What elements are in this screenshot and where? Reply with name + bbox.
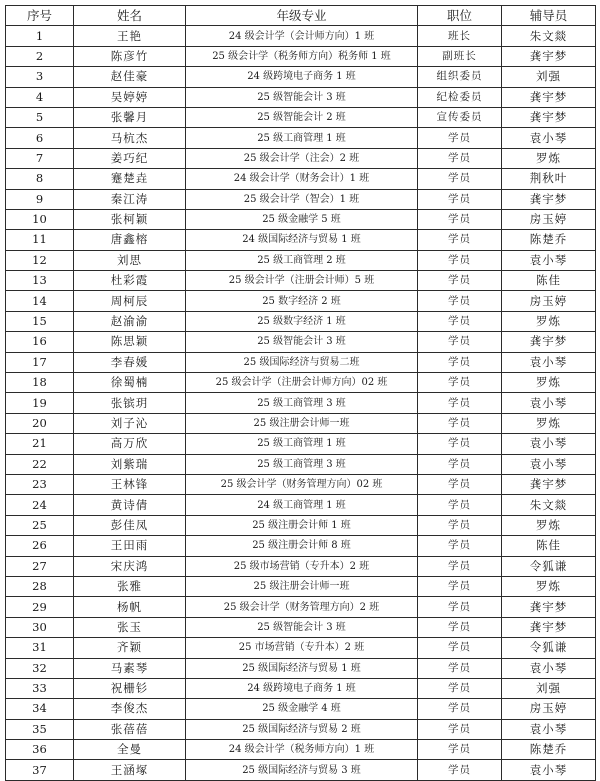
- cell-index: 35: [6, 719, 74, 739]
- cell-index: 30: [6, 617, 74, 637]
- table-row: [6, 413, 596, 433]
- cell-major: 25 级会计学（税务师方向）税务师 1 班: [186, 46, 418, 66]
- cell-name: 杜彩霞: [74, 271, 186, 291]
- cell-position: 学员: [418, 597, 502, 617]
- cell-index: 27: [6, 556, 74, 576]
- cell-advisor: 袁小琴: [502, 658, 596, 678]
- cell-major: 24 级会计学（财务会计）1 班: [186, 169, 418, 189]
- cell-index: 12: [6, 250, 74, 270]
- cell-advisor: 罗炼: [502, 515, 596, 535]
- table-row: [6, 373, 596, 393]
- cell-advisor: 陈楚乔: [502, 740, 596, 760]
- cell-major: 25 市场营销（专升本）2 班: [186, 638, 418, 658]
- cell-major: 25 级国际经济与贸易 2 班: [186, 719, 418, 739]
- cell-advisor: 刘强: [502, 67, 596, 87]
- table-row: [6, 434, 596, 454]
- cell-major: 25 级会计学（财务管理方向）2 班: [186, 597, 418, 617]
- cell-advisor: 袁小琴: [502, 352, 596, 372]
- cell-name: 刘思: [74, 250, 186, 270]
- cell-advisor: 陈佳: [502, 271, 596, 291]
- cell-advisor: 袁小琴: [502, 434, 596, 454]
- cell-name: 张蓓蓓: [74, 719, 186, 739]
- cell-position: 组织委员: [418, 67, 502, 87]
- cell-advisor: 荆秋叶: [502, 169, 596, 189]
- cell-major: 25 级国际经济与贸易二班: [186, 352, 418, 372]
- table-row: [6, 658, 596, 678]
- cell-position: 学员: [418, 169, 502, 189]
- header-major: 年级专业: [186, 6, 418, 26]
- cell-name: 赵渝渝: [74, 311, 186, 331]
- table-row: [6, 169, 596, 189]
- table-row: [6, 107, 596, 127]
- cell-advisor: 朱文燚: [502, 26, 596, 46]
- cell-index: 13: [6, 271, 74, 291]
- cell-index: 11: [6, 230, 74, 250]
- cell-advisor: 龚宇梦: [502, 597, 596, 617]
- cell-name: 高万欣: [74, 434, 186, 454]
- cell-index: 10: [6, 209, 74, 229]
- cell-name: 祝栅钐: [74, 678, 186, 698]
- cell-name: 姜巧纪: [74, 148, 186, 168]
- cell-name: 李俊杰: [74, 699, 186, 719]
- cell-name: 王林锋: [74, 474, 186, 494]
- table-row: [6, 740, 596, 760]
- cell-position: 学员: [418, 413, 502, 433]
- cell-position: 学员: [418, 291, 502, 311]
- cell-position: 学员: [418, 311, 502, 331]
- cell-index: 18: [6, 373, 74, 393]
- cell-position: 学员: [418, 352, 502, 372]
- cell-index: 24: [6, 495, 74, 515]
- cell-name: 陈思颖: [74, 332, 186, 352]
- cell-index: 32: [6, 658, 74, 678]
- cell-position: 学员: [418, 454, 502, 474]
- table-row: [6, 617, 596, 637]
- cell-index: 6: [6, 128, 74, 148]
- header-name: 姓名: [74, 6, 186, 26]
- cell-major: 25 级工商管理 3 班: [186, 454, 418, 474]
- cell-major: 25 级会计学（智会）1 班: [186, 189, 418, 209]
- cell-major: 25 级会计学（财务管理方向）02 班: [186, 474, 418, 494]
- cell-advisor: 袁小琴: [502, 393, 596, 413]
- cell-advisor: 朱文燚: [502, 495, 596, 515]
- table-row: [6, 230, 596, 250]
- cell-major: 25 级会计学（注册会计师）5 班: [186, 271, 418, 291]
- cell-index: 19: [6, 393, 74, 413]
- cell-major: 25 级注册会计师 8 班: [186, 536, 418, 556]
- cell-index: 8: [6, 169, 74, 189]
- cell-position: 学员: [418, 148, 502, 168]
- cell-position: 学员: [418, 699, 502, 719]
- cell-advisor: 龚宇梦: [502, 332, 596, 352]
- cell-advisor: 龚宇梦: [502, 46, 596, 66]
- cell-major: 25 级会计学（注册会计师方向）02 班: [186, 373, 418, 393]
- cell-name: 徐蜀楠: [74, 373, 186, 393]
- cell-index: 25: [6, 515, 74, 535]
- cell-name: 宋庆鸿: [74, 556, 186, 576]
- cell-index: 17: [6, 352, 74, 372]
- cell-position: 学员: [418, 434, 502, 454]
- cell-major: 25 级智能会计 3 班: [186, 87, 418, 107]
- table-row: [6, 576, 596, 596]
- cell-advisor: 刘强: [502, 678, 596, 698]
- cell-name: 李春媛: [74, 352, 186, 372]
- cell-name: 齐颖: [74, 638, 186, 658]
- cell-advisor: 袁小琴: [502, 128, 596, 148]
- cell-position: 宣传委员: [418, 107, 502, 127]
- cell-index: 7: [6, 148, 74, 168]
- cell-name: 唐鑫榕: [74, 230, 186, 250]
- cell-position: 学员: [418, 209, 502, 229]
- cell-position: 班长: [418, 26, 502, 46]
- cell-advisor: 袁小琴: [502, 454, 596, 474]
- cell-position: 学员: [418, 617, 502, 637]
- cell-name: 张雅: [74, 576, 186, 596]
- header-advisor: 辅导员: [502, 6, 596, 26]
- table-row: [6, 291, 596, 311]
- cell-position: 学员: [418, 189, 502, 209]
- cell-major: 25 级工商管理 1 班: [186, 128, 418, 148]
- cell-advisor: 袁小琴: [502, 719, 596, 739]
- table-row: [6, 699, 596, 719]
- header-row: [6, 6, 596, 26]
- cell-name: 陈彦竹: [74, 46, 186, 66]
- table-row: [6, 760, 596, 780]
- cell-major: 24 级跨境电子商务 1 班: [186, 67, 418, 87]
- cell-major: 25 级工商管理 1 班: [186, 434, 418, 454]
- table-row: [6, 515, 596, 535]
- cell-position: 学员: [418, 638, 502, 658]
- cell-position: 学员: [418, 515, 502, 535]
- cell-index: 31: [6, 638, 74, 658]
- table-row: [6, 87, 596, 107]
- cell-advisor: 房玉婷: [502, 291, 596, 311]
- cell-index: 37: [6, 760, 74, 780]
- cell-name: 王涵塚: [74, 760, 186, 780]
- cell-name: 张玉: [74, 617, 186, 637]
- cell-index: 1: [6, 26, 74, 46]
- cell-major: 24 级工商管理 1 班: [186, 495, 418, 515]
- cell-position: 学员: [418, 760, 502, 780]
- cell-major: 24 级会计学（税务师方向）1 班: [186, 740, 418, 760]
- cell-major: 25 级市场营销（专升本）2 班: [186, 556, 418, 576]
- cell-position: 学员: [418, 393, 502, 413]
- cell-name: 杨帆: [74, 597, 186, 617]
- cell-index: 34: [6, 699, 74, 719]
- cell-advisor: 龚宇梦: [502, 617, 596, 637]
- table-row: [6, 678, 596, 698]
- cell-name: 张镔玥: [74, 393, 186, 413]
- table-row: [6, 271, 596, 291]
- cell-advisor: 罗炼: [502, 413, 596, 433]
- cell-index: 15: [6, 311, 74, 331]
- cell-name: 蹇楚垚: [74, 169, 186, 189]
- cell-position: 学员: [418, 250, 502, 270]
- cell-advisor: 袁小琴: [502, 760, 596, 780]
- header-position: 职位: [418, 6, 502, 26]
- table-row: [6, 148, 596, 168]
- cell-name: 周柯辰: [74, 291, 186, 311]
- cell-index: 20: [6, 413, 74, 433]
- cell-advisor: 陈楚乔: [502, 230, 596, 250]
- cell-advisor: 房玉婷: [502, 209, 596, 229]
- cell-name: 吴婷婷: [74, 87, 186, 107]
- cell-major: 25 数字经济 2 班: [186, 291, 418, 311]
- cell-major: 25 级国际经济与贸易 3 班: [186, 760, 418, 780]
- cell-major: 25 级金融学 4 班: [186, 699, 418, 719]
- cell-position: 学员: [418, 128, 502, 148]
- cell-name: 王艳: [74, 26, 186, 46]
- cell-advisor: 令狐谦: [502, 638, 596, 658]
- cell-name: 刘子沁: [74, 413, 186, 433]
- cell-major: 25 级注册会计师一班: [186, 413, 418, 433]
- table-row: [6, 209, 596, 229]
- cell-major: 25 级国际经济与贸易 1 班: [186, 658, 418, 678]
- table-row: [6, 597, 596, 617]
- cell-major: 25 级智能会计 3 班: [186, 332, 418, 352]
- cell-position: 学员: [418, 556, 502, 576]
- table-row: [6, 638, 596, 658]
- cell-advisor: 罗炼: [502, 576, 596, 596]
- table-row: [6, 332, 596, 352]
- cell-major: 25 级数字经济 1 班: [186, 311, 418, 331]
- cell-major: 24 级跨境电子商务 1 班: [186, 678, 418, 698]
- cell-major: 25 级金融学 5 班: [186, 209, 418, 229]
- cell-major: 25 级工商管理 3 班: [186, 393, 418, 413]
- roster-table: [5, 5, 596, 781]
- cell-advisor: 房玉婷: [502, 699, 596, 719]
- table-row: [6, 556, 596, 576]
- header-index: 序号: [6, 6, 74, 26]
- table-row: [6, 311, 596, 331]
- cell-advisor: 令狐谦: [502, 556, 596, 576]
- cell-index: 29: [6, 597, 74, 617]
- cell-name: 彭佳凤: [74, 515, 186, 535]
- cell-position: 副班长: [418, 46, 502, 66]
- table-row: [6, 26, 596, 46]
- cell-index: 5: [6, 107, 74, 127]
- table-row: [6, 189, 596, 209]
- table-row: [6, 128, 596, 148]
- cell-name: 马素琴: [74, 658, 186, 678]
- cell-advisor: 罗炼: [502, 311, 596, 331]
- cell-index: 26: [6, 536, 74, 556]
- cell-advisor: 罗炼: [502, 373, 596, 393]
- cell-advisor: 龚宇梦: [502, 474, 596, 494]
- cell-major: 25 级会计学（注会）2 班: [186, 148, 418, 168]
- table-header: [6, 6, 596, 26]
- cell-name: 秦江涛: [74, 189, 186, 209]
- cell-index: 3: [6, 67, 74, 87]
- cell-name: 马杭杰: [74, 128, 186, 148]
- cell-position: 学员: [418, 230, 502, 250]
- cell-index: 28: [6, 576, 74, 596]
- cell-position: 学员: [418, 474, 502, 494]
- cell-name: 赵佳豪: [74, 67, 186, 87]
- table-row: [6, 454, 596, 474]
- cell-position: 纪检委员: [418, 87, 502, 107]
- cell-index: 9: [6, 189, 74, 209]
- cell-index: 14: [6, 291, 74, 311]
- cell-index: 16: [6, 332, 74, 352]
- cell-name: 张馨月: [74, 107, 186, 127]
- cell-name: 全曼: [74, 740, 186, 760]
- cell-advisor: 袁小琴: [502, 250, 596, 270]
- cell-advisor: 陈佳: [502, 536, 596, 556]
- cell-position: 学员: [418, 332, 502, 352]
- cell-index: 36: [6, 740, 74, 760]
- cell-position: 学员: [418, 678, 502, 698]
- table-row: [6, 67, 596, 87]
- cell-position: 学员: [418, 271, 502, 291]
- cell-major: 24 级国际经济与贸易 1 班: [186, 230, 418, 250]
- cell-advisor: 罗炼: [502, 148, 596, 168]
- cell-position: 学员: [418, 658, 502, 678]
- cell-index: 2: [6, 46, 74, 66]
- cell-name: 张柯颖: [74, 209, 186, 229]
- table-body: [6, 26, 596, 780]
- cell-advisor: 龚宇梦: [502, 189, 596, 209]
- table-row: [6, 250, 596, 270]
- cell-name: 王田雨: [74, 536, 186, 556]
- table-row: [6, 352, 596, 372]
- cell-index: 22: [6, 454, 74, 474]
- table-row: [6, 536, 596, 556]
- cell-major: 24 级会计学（会计师方向）1 班: [186, 26, 418, 46]
- cell-position: 学员: [418, 495, 502, 515]
- cell-index: 4: [6, 87, 74, 107]
- cell-name: 刘紫瑞: [74, 454, 186, 474]
- cell-index: 21: [6, 434, 74, 454]
- cell-index: 23: [6, 474, 74, 494]
- cell-position: 学员: [418, 536, 502, 556]
- cell-advisor: 龚宇梦: [502, 87, 596, 107]
- table-row: [6, 46, 596, 66]
- table-row: [6, 474, 596, 494]
- table-row: [6, 495, 596, 515]
- cell-major: 25 级注册会计师一班: [186, 576, 418, 596]
- table-row: [6, 393, 596, 413]
- cell-major: 25 级智能会计 2 班: [186, 107, 418, 127]
- cell-position: 学员: [418, 740, 502, 760]
- cell-position: 学员: [418, 373, 502, 393]
- cell-index: 33: [6, 678, 74, 698]
- table-row: [6, 719, 596, 739]
- cell-major: 25 级工商管理 2 班: [186, 250, 418, 270]
- cell-position: 学员: [418, 719, 502, 739]
- cell-major: 25 级智能会计 3 班: [186, 617, 418, 637]
- cell-name: 黄诗倩: [74, 495, 186, 515]
- cell-major: 25 级注册会计师 1 班: [186, 515, 418, 535]
- cell-advisor: 龚宇梦: [502, 107, 596, 127]
- cell-position: 学员: [418, 576, 502, 596]
